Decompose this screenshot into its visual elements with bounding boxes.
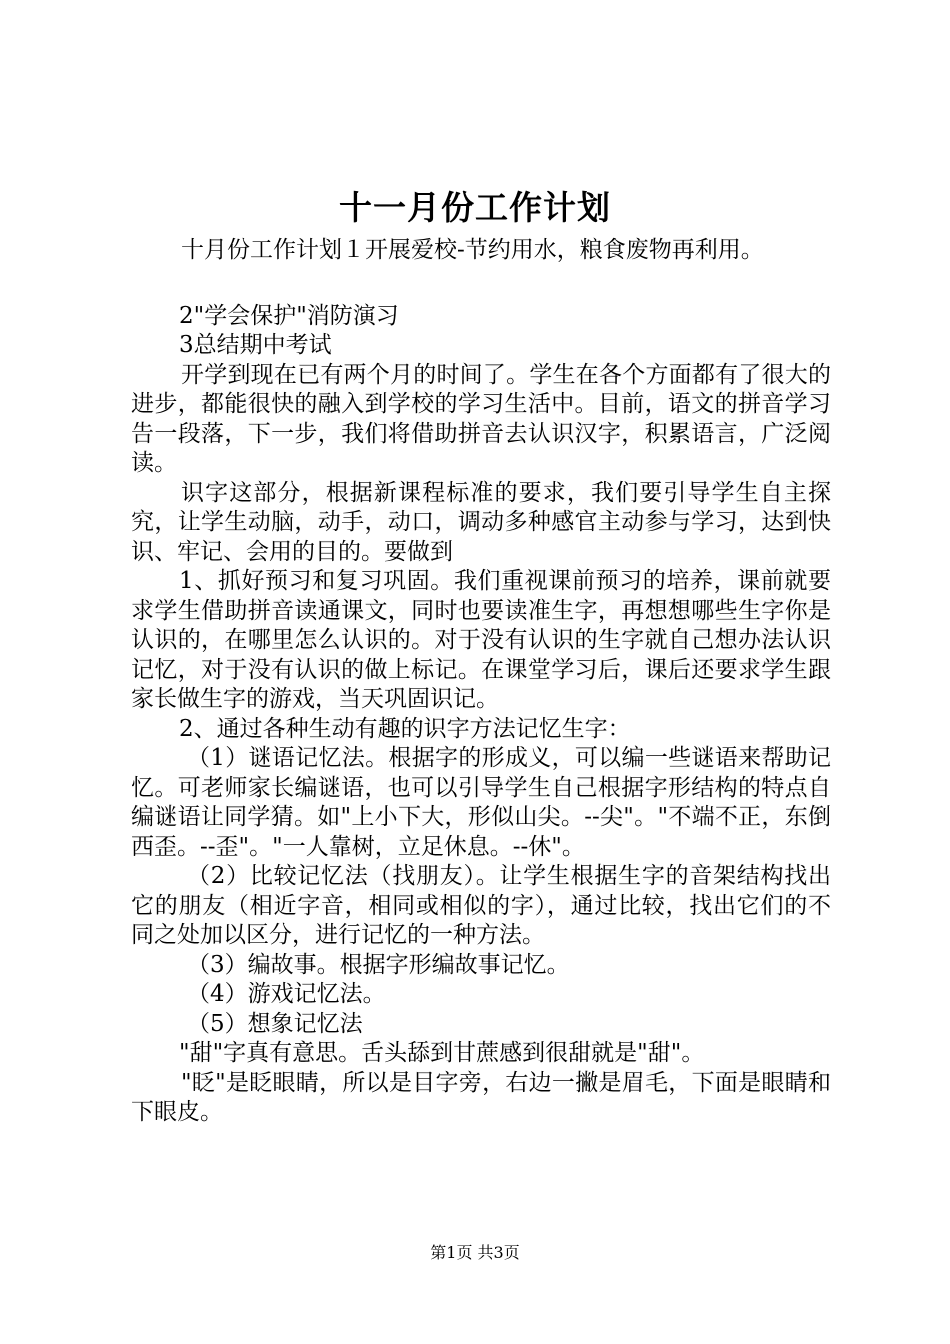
paragraph: 开学到现在已有两个月的时间了。学生在各个方面都有了很大的进步，都能很快的融入到学校的学习生活中。目前，语文的拼音学习告一段落，下一步，我们将借助拼音去认识汉字，积累语言，广泛阅读。: [131, 361, 831, 476]
paragraph: 2、通过各种生动有趣的识字方法记忆生字：: [179, 715, 631, 742]
paragraph: （4）游戏记忆法。: [187, 981, 386, 1007]
document-body: [131, 236, 831, 1128]
document-title: 十一月份工作计划: [339, 188, 611, 227]
page-footer: 第1页 共3页: [430, 1243, 520, 1262]
paragraph: "眨"是眨眼睛，所以是目字旁，右边一撇是眉毛，下面是眼睛和下眼皮。: [131, 1069, 831, 1125]
paragraph: （5）想象记忆法: [187, 1010, 363, 1037]
paragraph: 识字这部分，根据新课程标准的要求，我们要引导学生自主探究，让学生动脑，动手，动口，调动多种感官主动参与学习，达到快识、牢记、会用的目的。要做到: [131, 479, 831, 565]
paragraph: （2）比较记忆法（找朋友）。让学生根据生字的音架结构找出它的朋友（相近字音，相同或相似的字），通过比较，找出它们的不同之处加以区分，进行记忆的一种方法。: [131, 863, 831, 948]
intro-line: 十月份工作计划１开展爱校-节约用水，粮食废物再利用。: [181, 237, 764, 263]
paragraph: （1）谜语记忆法。根据字的形成义，可以编一些谜语来帮助记忆。可老师家长编谜语，也可以引导学生自己根据字形结构的特点自编谜语让同学猜。如"上小下大，形似山尖。--尖"。"不端不正，东倒西歪。--歪"。"一人靠树，立足休息。--休"。: [131, 745, 831, 860]
paragraph: 1、抓好预习和复习巩固。我们重视课前预习的培养，课前就要求学生借助拼音读通课文，同时也要读准生字，再想想哪些生字你是认识的，在哪里怎么认识的。对于没有认识的生字就自己想办法认识记忆，对于没有认识的做上标记。在课堂学习后，课后还要求学生跟家长做生字的游戏，当天巩固识记。: [131, 568, 831, 712]
paragraph: "甜"字真有意思。舌头舔到甘蔗感到很甜就是"甜"。: [179, 1040, 705, 1066]
plan-item-2: 2"学会保护"消防演习: [179, 302, 399, 329]
plan-item-3: 3总结期中考试: [179, 332, 332, 358]
blank-line: [131, 266, 831, 302]
paragraph: （3）编故事。根据字形编故事记忆。: [187, 951, 570, 978]
